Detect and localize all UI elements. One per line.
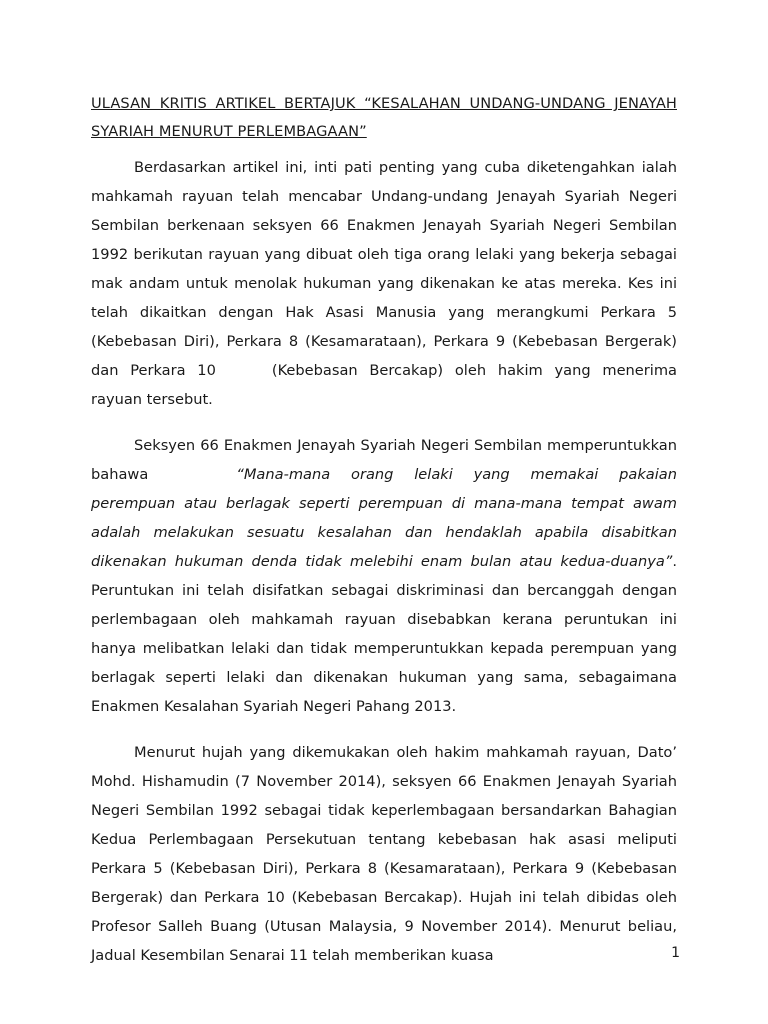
paragraph-2 <box>91 431 677 721</box>
page-number: 1 <box>671 945 680 961</box>
paragraph-2-quote: “Mana-mana orang lelaki yang memakai pakaian perempuan atau berlagak seperti perempuan di mana-mana tempat awam adalah melakukan sesuatu kesalahan dan hendaklah apabila disabitkan dikenakan hukuman denda tidak melebihi enam bulan atau kedua-duanya” <box>91 466 677 570</box>
paragraph-2-rest: . Peruntukan ini telah disifatkan sebagai diskriminasi dan bercanggah dengan perlembagaan oleh mahkamah rayuan disebabkan kerana peruntukan ini hanya melibatkan lelaki dan tidak memperuntukkan kepada perempuan yang berlagak seperti lelaki dan dikenakan hukuman yang sama, sebagaimana Enakmen Kesalahan Syariah Negeri Pahang 2013. <box>91 553 677 715</box>
paragraph-2-intro: Seksyen 66 Enakmen Jenayah Syariah Negeri Sembilan memperuntukkan bahawa <box>91 437 677 483</box>
paragraph-1 <box>91 153 677 414</box>
paragraph-1-text-b: (Kebebasan Bercakap) oleh hakim yang menerima rayuan tersebut. <box>91 362 677 408</box>
document-body <box>91 153 677 987</box>
document-title: ULASAN KRITIS ARTIKEL BERTAJUK “KESALAHAN UNDANG-UNDANG JENAYAH SYARIAH MENURUT PERLEMBAGAAN” <box>91 95 677 140</box>
paragraph-1-text-a: Berdasarkan artikel ini, inti pati penting yang cuba diketengahkan ialah mahkamah rayuan telah mencabar Undang-undang Jenayah Syariah Negeri Sembilan berkenaan seksyen 66 Enakmen Jenayah Syariah Negeri Sembilan 1992 berikutan rayuan yang dibuat oleh tiga orang lelaki yang bekerja sebagai mak andam untuk menolak hukuman yang dikenakan ke atas mereka. Kes ini telah dikaitkan dengan Hak Asasi Manusia yang merangkumi Perkara 5 (Kebebasan Diri), Perkara 8 (Kesamarataan), Perkara 9 (Kebebasan Bergerak) dan Perkara 10 <box>91 159 677 379</box>
paragraph-3: Menurut hujah yang dikemukakan oleh hakim mahkamah rayuan, Dato’ Mohd. Hishamudin (7 November 2014), seksyen 66 Enakmen Jenayah Syariah Negeri Sembilan 1992 sebagai tidak keperlembagaan bersandarkan Bahagian Kedua Perlembagaan Persekutuan tentang kebebasan hak asasi meliputi Perkara 5 (Kebebasan Diri), Perkara 8 (Kesamarataan), Perkara 9 (Kebebasan Bergerak) dan Perkara 10 (Kebebasan Bercakap). Hujah ini telah dibidas oleh Profesor Salleh Buang (Utusan Malaysia, 9 November 2014). Menurut beliau, Jadual Kesembilan Senarai 11 telah memberikan kuasa <box>91 744 677 964</box>
